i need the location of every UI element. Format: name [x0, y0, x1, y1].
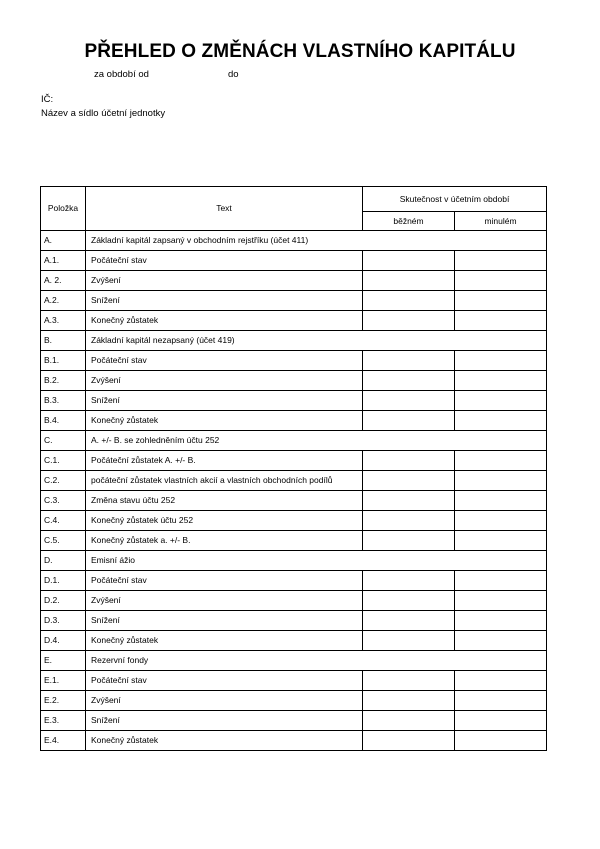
previous-period-value[interactable] [455, 371, 547, 391]
table-row [41, 631, 547, 651]
row-code: C.1. [41, 451, 86, 471]
row-text: Konečný zůstatek účtu 252 [86, 511, 363, 531]
current-period-value[interactable] [363, 691, 455, 711]
row-text: Změna stavu účtu 252 [86, 491, 363, 511]
row-code: A. 2. [41, 271, 86, 291]
period-to-label: do [228, 69, 239, 80]
table-row [41, 451, 547, 471]
current-period-value[interactable] [363, 611, 455, 631]
previous-period-value[interactable] [455, 451, 547, 471]
row-code: C.4. [41, 511, 86, 531]
page-title: PŘEHLED O ZMĚNÁCH VLASTNÍHO KAPITÁLU [84, 41, 516, 62]
row-code: A.2. [41, 291, 86, 311]
previous-period-value[interactable] [455, 591, 547, 611]
row-text: Počáteční stav [86, 671, 363, 691]
period-from-label: za období od [94, 69, 149, 80]
previous-period-value[interactable] [455, 611, 547, 631]
current-period-value[interactable] [363, 371, 455, 391]
row-code: B.1. [41, 351, 86, 371]
row-text: Počáteční zůstatek A. +/- B. [86, 451, 363, 471]
row-text: Základní kapitál nezapsaný (účet 419) [86, 331, 547, 351]
current-period-value[interactable] [363, 571, 455, 591]
row-code: A. [41, 231, 86, 251]
ic-label: IČ: [41, 94, 54, 105]
previous-period-value[interactable] [455, 571, 547, 591]
current-period-value[interactable] [363, 491, 455, 511]
row-code: C.3. [41, 491, 86, 511]
table-row [41, 251, 547, 271]
current-period-value[interactable] [363, 631, 455, 651]
current-period-value[interactable] [363, 451, 455, 471]
row-code: D.3. [41, 611, 86, 631]
previous-period-value[interactable] [455, 391, 547, 411]
previous-period-value[interactable] [455, 411, 547, 431]
header-text: Text [86, 187, 363, 231]
row-text: Počáteční stav [86, 351, 363, 371]
section-row [41, 331, 547, 351]
current-period-value[interactable] [363, 251, 455, 271]
row-text: Zvýšení [86, 271, 363, 291]
row-code: B. [41, 331, 86, 351]
previous-period-value[interactable] [455, 251, 547, 271]
row-code: E.2. [41, 691, 86, 711]
table-row [41, 511, 547, 531]
row-text: Snížení [86, 391, 363, 411]
row-text: Snížení [86, 711, 363, 731]
row-code: C.2. [41, 471, 86, 491]
row-code: D.1. [41, 571, 86, 591]
table-row [41, 271, 547, 291]
row-text: Počáteční stav [86, 571, 363, 591]
row-code: D.4. [41, 631, 86, 651]
previous-period-value[interactable] [455, 291, 547, 311]
previous-period-value[interactable] [455, 491, 547, 511]
row-text: Zvýšení [86, 691, 363, 711]
table-row [41, 471, 547, 491]
equity-changes-table [40, 186, 547, 751]
row-text: Rezervní fondy [86, 651, 547, 671]
row-code: A.1. [41, 251, 86, 271]
row-code: B.4. [41, 411, 86, 431]
row-text: Zvýšení [86, 371, 363, 391]
header-item: Položka [41, 187, 86, 231]
row-code: B.2. [41, 371, 86, 391]
current-period-value[interactable] [363, 731, 455, 751]
current-period-value[interactable] [363, 411, 455, 431]
row-code: B.3. [41, 391, 86, 411]
row-code: E. [41, 651, 86, 671]
current-period-value[interactable] [363, 531, 455, 551]
row-text: Snížení [86, 611, 363, 631]
table-row [41, 351, 547, 371]
table-row [41, 731, 547, 751]
table-row [41, 491, 547, 511]
current-period-value[interactable] [363, 471, 455, 491]
previous-period-value[interactable] [455, 671, 547, 691]
table-row [41, 311, 547, 331]
row-code: D. [41, 551, 86, 571]
previous-period-value[interactable] [455, 351, 547, 371]
table-row [41, 591, 547, 611]
table-row [41, 531, 547, 551]
section-row [41, 651, 547, 671]
previous-period-value[interactable] [455, 271, 547, 291]
row-code: C. [41, 431, 86, 451]
section-row [41, 431, 547, 451]
previous-period-value[interactable] [455, 511, 547, 531]
previous-period-value[interactable] [455, 531, 547, 551]
row-text: Snížení [86, 291, 363, 311]
table-row [41, 611, 547, 631]
previous-period-value[interactable] [455, 471, 547, 491]
current-period-value[interactable] [363, 291, 455, 311]
table-row [41, 571, 547, 591]
previous-period-value[interactable] [455, 711, 547, 731]
table-row [41, 291, 547, 311]
header-current-period: běžném [363, 212, 455, 231]
row-text: A. +/- B. se zohledněním účtu 252 [86, 431, 547, 451]
section-row [41, 231, 547, 251]
previous-period-value[interactable] [455, 691, 547, 711]
table-row [41, 371, 547, 391]
current-period-value[interactable] [363, 671, 455, 691]
row-code: D.2. [41, 591, 86, 611]
header-previous-period: minulém [455, 212, 547, 231]
section-row [41, 551, 547, 571]
current-period-value[interactable] [363, 311, 455, 331]
row-code: C.5. [41, 531, 86, 551]
row-code: E.3. [41, 711, 86, 731]
current-period-value[interactable] [363, 351, 455, 371]
current-period-value[interactable] [363, 271, 455, 291]
row-text: Počáteční stav [86, 251, 363, 271]
table-row [41, 711, 547, 731]
row-text: Emisní ážio [86, 551, 547, 571]
table-body [41, 231, 547, 751]
row-text: Konečný zůstatek [86, 631, 363, 651]
table-row [41, 691, 547, 711]
current-period-value[interactable] [363, 391, 455, 411]
row-code: A.3. [41, 311, 86, 331]
row-text: Zvýšení [86, 591, 363, 611]
row-text: Konečný zůstatek [86, 731, 363, 751]
row-text: Konečný zůstatek [86, 411, 363, 431]
current-period-value[interactable] [363, 591, 455, 611]
row-text: Konečný zůstatek a. +/- B. [86, 531, 363, 551]
table-row [41, 411, 547, 431]
current-period-value[interactable] [363, 711, 455, 731]
current-period-value[interactable] [363, 511, 455, 531]
row-code: E.4. [41, 731, 86, 751]
table-row [41, 671, 547, 691]
row-text: počáteční zůstatek vlastních akcií a vlastních obchodních podílů [86, 471, 363, 491]
previous-period-value[interactable] [455, 631, 547, 651]
row-text: Základní kapitál zapsaný v obchodním rejstříku (účet 411) [86, 231, 547, 251]
entity-name-label: Název a sídlo účetní jednotky [41, 108, 166, 119]
previous-period-value[interactable] [455, 311, 547, 331]
table-row [41, 391, 547, 411]
row-text: Konečný zůstatek [86, 311, 363, 331]
previous-period-value[interactable] [455, 731, 547, 751]
header-actual: Skutečnost v účetním období [363, 187, 547, 212]
row-code: E.1. [41, 671, 86, 691]
